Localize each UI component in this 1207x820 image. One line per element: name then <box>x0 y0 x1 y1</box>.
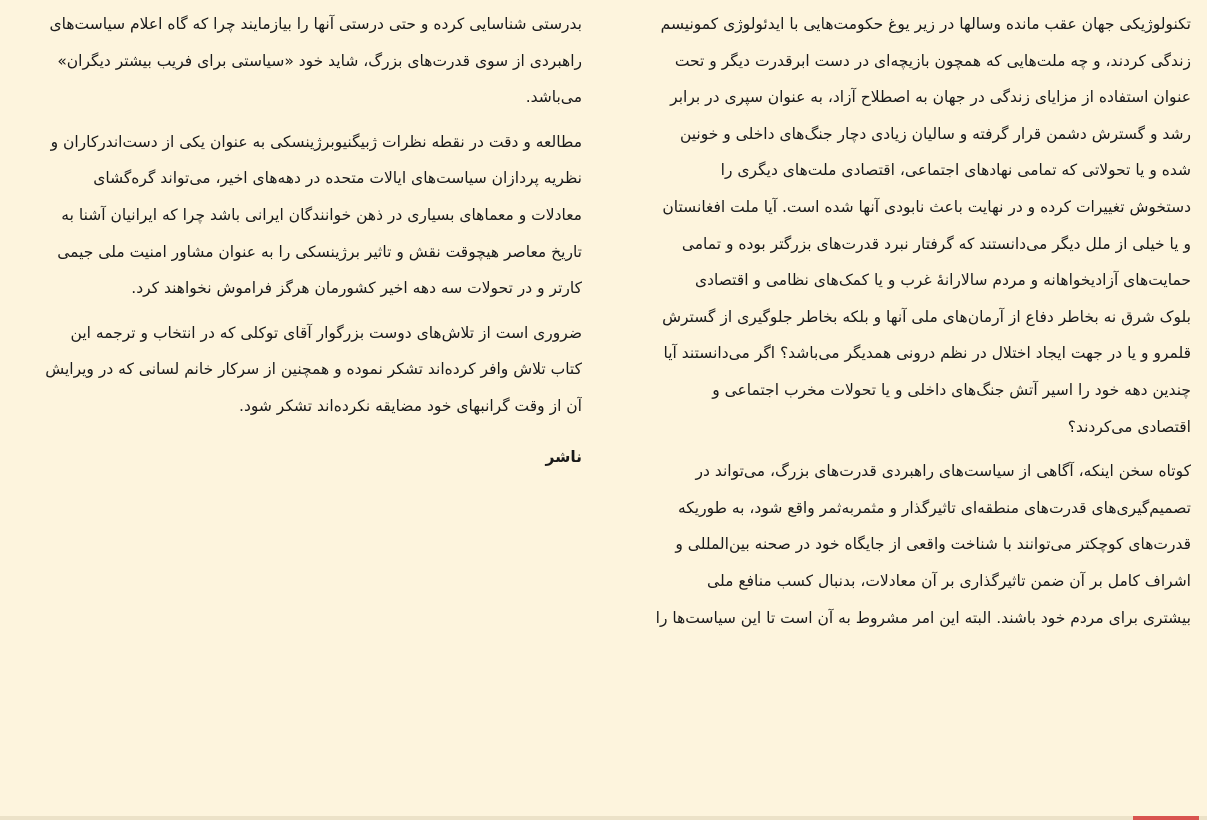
right-text-column <box>631 6 1191 644</box>
text-line: تصمیم‌گیری‌های قدرت‌های منطقه‌ای تاثیرگذار و مثمربه‌ثمر واقع شود، به طوریکه <box>677 498 1191 517</box>
text-line: مطالعه و دقت در نقطه نظرات ژبیگنیوبرژینسکی به عنوان یکی از دست‌اندرکاران و <box>50 132 582 151</box>
text-line: اقتصادی می‌کردند؟ <box>1067 417 1191 436</box>
text-line: عنوان استفاده از مزایای زندگی در جهان به اصطلاح آزاد، به عنوان سپری در برابر <box>670 88 1191 107</box>
text-line: کارتر و در تحولات سه دهه اخیر کشورمان هرگز فراموش نخواهند کرد. <box>131 279 582 298</box>
paragraph-acknowledgements <box>22 315 582 425</box>
text-line: معادلات و معماهای بسیاری در ذهن خوانندگان ایرانی باشد چرا که ایرانیان آشنا به <box>61 205 582 224</box>
paragraph-strategic-awareness <box>631 453 1191 636</box>
text-line: قلمرو و یا در جهت ایجاد اختلال در نظم درونی همدیگر می‌باشد؟ اگر می‌دانستند آیا <box>663 344 1191 363</box>
text-line: کوتاه سخن اینکه، آگاهی از سیاست‌های راهبردی قدرت‌های بزرگ، می‌تواند در <box>695 462 1191 481</box>
text-line: شده و یا تحولاتی که تمامی نهادهای اجتماعی، اقتصادی ملت‌های دیگری را <box>720 161 1191 180</box>
text-line: چندین دهه خود را اسیر آتش جنگ‌های داخلی و یا تحولات مخرب اجتماعی و <box>712 380 1191 399</box>
paragraph-brzezinski <box>22 124 582 307</box>
text-line: بدرستی شناسایی کرده و حتی درستی آنها را بیازمایند چرا که گاه اعلام سیاست‌های <box>49 15 582 33</box>
text-line: نظریه پردازان سیاست‌های ایالات متحده در دهه‌های اخیر، می‌تواند گره‌گشای <box>93 169 582 188</box>
text-line: حمایت‌های آزادیخواهانه و مردم سالارانهٔ غرب و یا کمک‌های نظامی و اقتصادی <box>694 271 1191 290</box>
publisher-signature: ناشر <box>545 447 582 466</box>
text-line: زندگی کردند، و چه ملت‌هایی که همچون بازیچه‌ای در دست ابرقدرت دیگر و تحت <box>674 51 1191 70</box>
paragraph-nations-history <box>631 6 1191 445</box>
text-line: آن از وقت گرانبهای خود مضایقه نکرده‌اند تشکر شود. <box>239 396 582 415</box>
page-marker <box>1133 816 1199 820</box>
text-line: راهبردی از سوی قدرت‌های بزرگ، شاید خود «سیاستی برای فریب بیشتر دیگران» <box>57 51 582 70</box>
text-line: بلوک شرق نه بخاطر دفاع از آرمان‌های ملی آنها و بلکه بخاطر جلوگیری از گسترش <box>662 307 1191 326</box>
paragraph-policy-verification <box>22 6 582 116</box>
text-line: می‌باشد. <box>525 88 582 107</box>
text-line: تاریخ معاصر هیچوقت نقش و تاثیر برژینسکی را به عنوان مشاور امنیت ملی جیمی <box>57 242 582 261</box>
text-line: و یا خیلی از ملل دیگر می‌دانستند که گرفتار نبرد قدرت‌های بزرگتر بوده و تمامی <box>681 234 1191 253</box>
text-line: تکنولوژیکی جهان عقب مانده وسالها در زیر یوغ حکومت‌هایی با ایدئولوژی کمونیسم <box>660 15 1191 33</box>
text-line: کتاب تلاش وافر کرده‌اند تشکر نموده و همچنین از سرکار خانم لسانی که در ویرایش <box>45 360 582 379</box>
text-line: ضروری است از تلاش‌های دوست بزرگوار آقای توکلی که در انتخاب و ترجمه این <box>70 323 582 342</box>
text-line: دستخوش تغییرات کرده و در نهایت باعث نابودی آنها شده است. آیا ملت افغانستان <box>662 197 1191 216</box>
text-line: بیشتری برای مردم خود باشند. البته این امر مشروط به آن است تا این سیاست‌ها را <box>655 608 1191 627</box>
text-line: رشد و گسترش دشمن قرار گرفته و سالیان زیادی دچار جنگ‌های داخلی و خونین <box>679 124 1191 143</box>
text-line: قدرت‌های کوچکتر می‌توانند با شناخت واقعی از جایگاه خود در صحنه بین‌المللی و <box>675 535 1191 554</box>
text-line: اشراف کامل بر آن ضمن تاثیرگذاری بر آن معادلات، بدنبال کسب منافع ملی <box>707 571 1191 590</box>
page-bottom-rule <box>0 816 1207 820</box>
left-text-column <box>22 6 582 475</box>
